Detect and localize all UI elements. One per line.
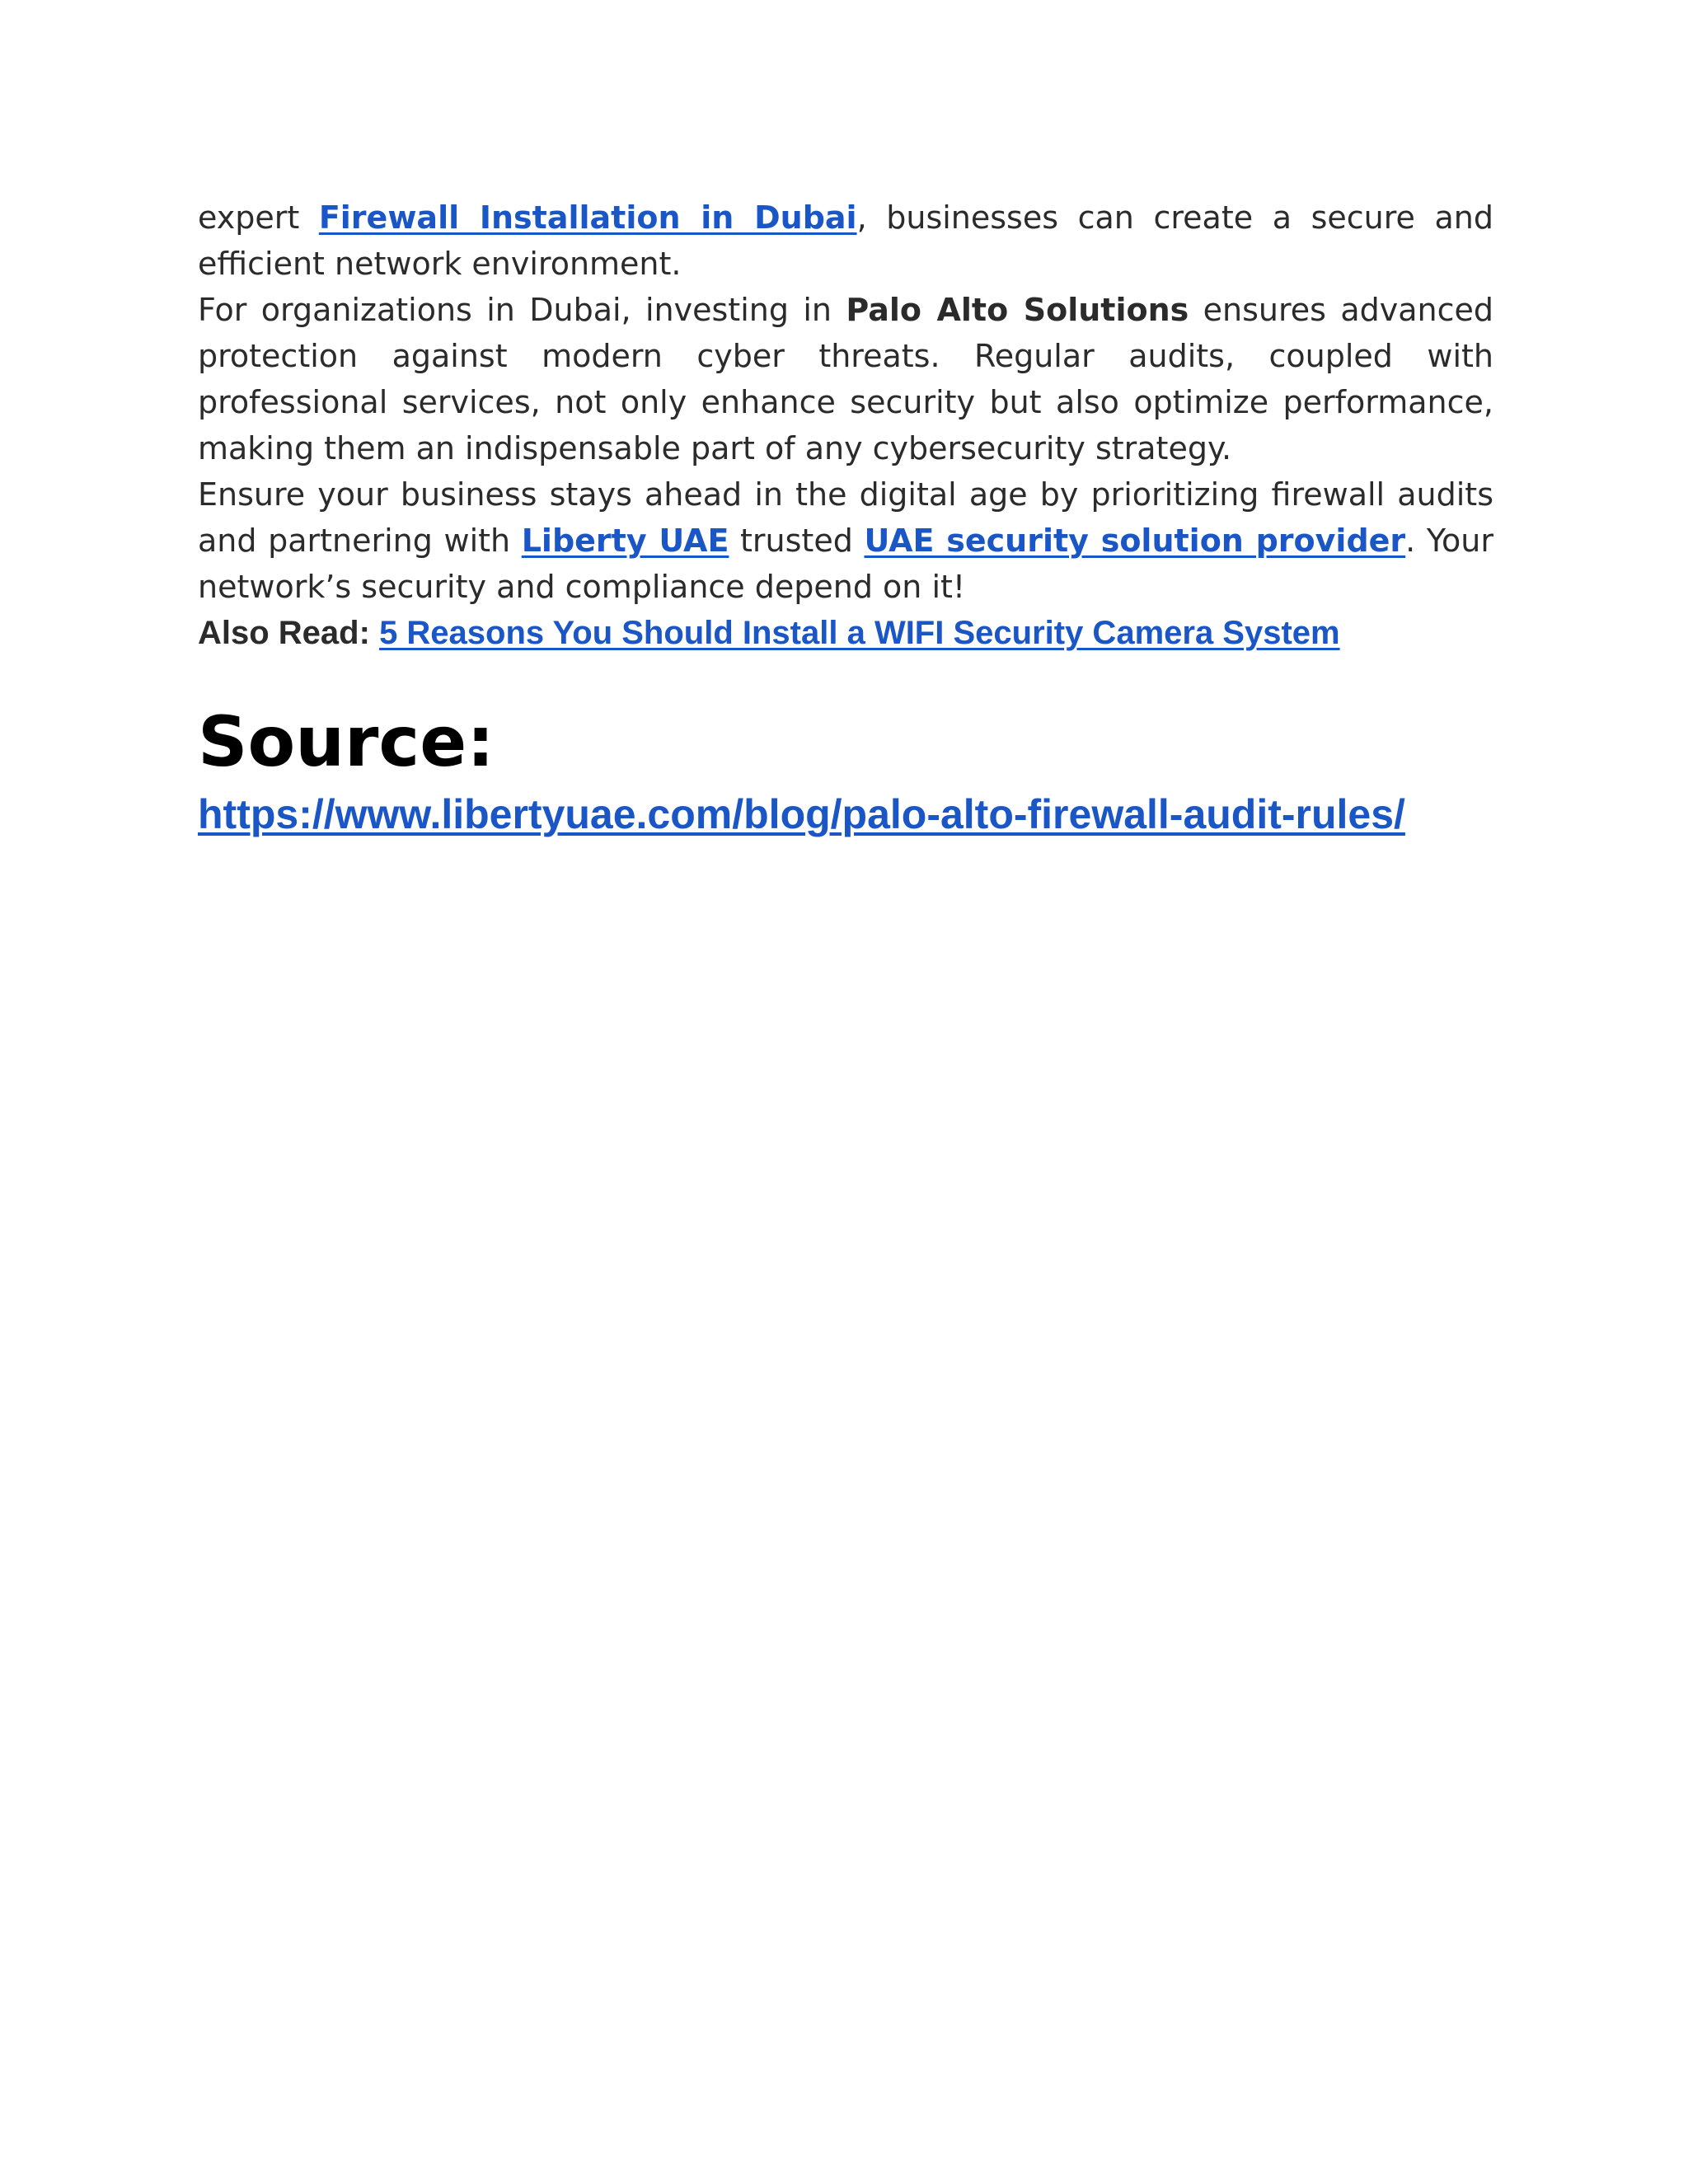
paragraph-liberty-uae bbox=[198, 471, 1493, 610]
palo-alto-solutions-bold: Palo Alto Solutions bbox=[846, 292, 1189, 328]
paragraph-text: For organizations in Dubai, investing in bbox=[198, 292, 846, 328]
liberty-uae-link[interactable]: Liberty UAE bbox=[521, 523, 729, 559]
source-link-line bbox=[198, 788, 1493, 841]
paragraph-text: . Your network’s security and compliance depend on it! bbox=[198, 523, 1493, 605]
paragraph-firewall-installation bbox=[198, 194, 1493, 287]
firewall-installation-link[interactable]: Firewall Installation in Dubai bbox=[318, 199, 857, 236]
also-read-line bbox=[198, 610, 1493, 656]
also-read-link[interactable]: 5 Reasons You Should Install a WIFI Security Camera System bbox=[379, 615, 1340, 651]
source-url-link[interactable]: https://www.libertyuae.com/blog/palo-alto-firewall-audit-rules/ bbox=[198, 791, 1405, 837]
paragraph-text: ensures advanced protection against modern cyber threats. Regular audits, coupled with professional services, not only enhance security but also optimize performance, making them an indispensable part of any cybersecurity strategy. bbox=[198, 292, 1493, 466]
uae-security-solution-provider-link[interactable]: UAE security solution provider bbox=[864, 523, 1406, 559]
document-page bbox=[198, 194, 1493, 841]
paragraph-text: Ensure your business stays ahead in the digital age by prioritizing firewall audits and partnering with bbox=[198, 476, 1493, 559]
paragraph-text: , businesses can create a secure and efficient network environment. bbox=[198, 199, 1493, 282]
paragraph-palo-alto-solutions bbox=[198, 287, 1493, 471]
also-read-label: Also Read: bbox=[198, 615, 370, 651]
paragraph-text: trusted bbox=[729, 523, 865, 559]
paragraph-text: expert bbox=[198, 199, 319, 236]
source-heading: Source: bbox=[198, 701, 495, 782]
